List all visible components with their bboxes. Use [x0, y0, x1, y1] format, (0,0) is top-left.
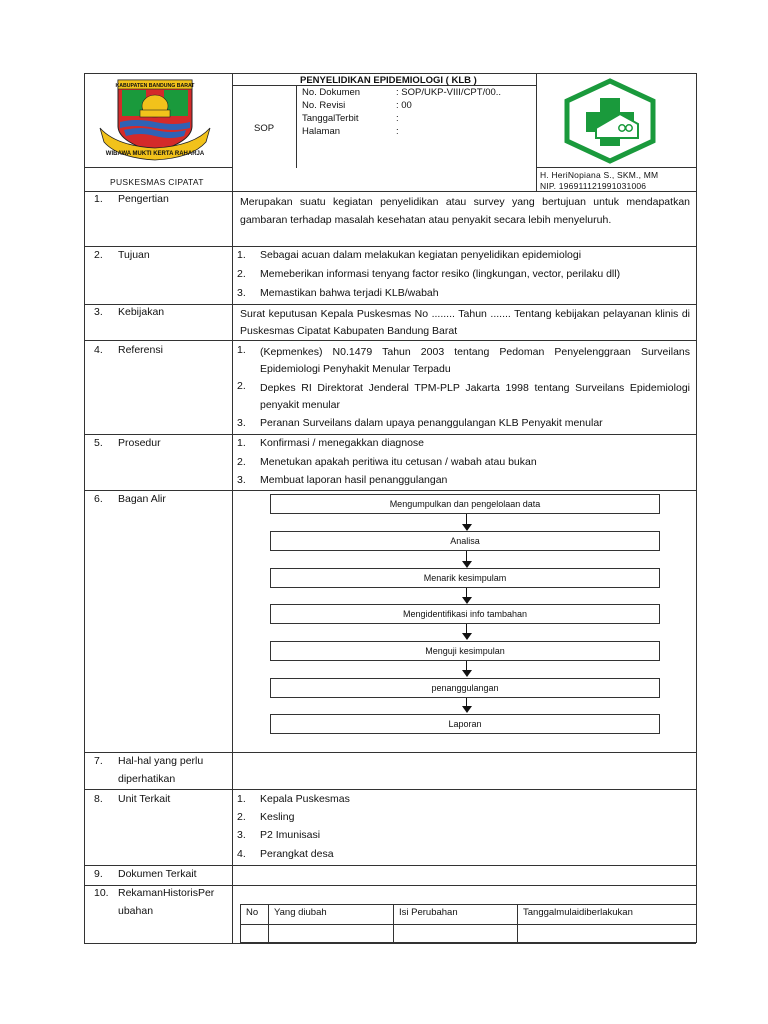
section-label: Referensi — [118, 344, 163, 356]
flow-step: Analisa — [270, 531, 660, 551]
list-item: Membuat laporan hasil penanggulangan — [260, 474, 448, 486]
logo-motto-text: WIBAWA MUKTI KERTA RAHARJA — [105, 151, 205, 157]
meta-label: No. Dokumen — [302, 87, 361, 98]
section-number: 7. — [94, 755, 103, 767]
meta-label: TanggalTerbit — [302, 113, 359, 124]
section-label: Prosedur — [118, 437, 161, 449]
logo-banner-text: KABUPATEN BANDUNG BARAT — [115, 83, 195, 89]
list-item: Peranan Surveilans dalam upaya penanggulangan KLB Penyakit menular — [260, 417, 603, 429]
kabupaten-logo — [96, 76, 214, 164]
section-number: 1. — [94, 193, 103, 205]
section-label: Pengertian — [118, 193, 169, 205]
section-number: 6. — [94, 493, 103, 505]
section-label: Bagan Alir — [118, 493, 166, 505]
section-label: Tujuan — [118, 249, 150, 261]
section-label: Kebijakan — [118, 306, 165, 318]
section-number: 5. — [94, 437, 103, 449]
section-label: Dokumen Terkait — [118, 868, 197, 880]
doc-title: PENYELIDIKAN EPIDEMIOLOGI ( KLB ) — [300, 75, 477, 86]
meta-value: : — [396, 126, 399, 137]
section-number: 3. — [94, 306, 103, 318]
list-item: Kesling — [260, 811, 295, 823]
section-number: 9. — [94, 868, 103, 880]
flow-step: Menguji kesimpulan — [270, 641, 660, 661]
section-label: Hal-hal yang perlu — [118, 755, 204, 767]
section-label: ubahan — [118, 905, 154, 917]
meta-label: No. Revisi — [302, 100, 346, 111]
section-number: 10. — [94, 887, 109, 899]
meta-value: : — [396, 113, 399, 124]
table-header: No — [246, 907, 259, 918]
list-item: Perangkat desa — [260, 848, 334, 860]
list-item: Depkes RI Direktorat Jenderal TPM-PLP Jakarta 1998 tentang Surveilans Epidemiologi penyakit menular — [260, 382, 690, 411]
section-text: Merupakan suatu kegiatan penyelidikan atau survey yang bertujuan untuk mendapatkan gambaran terhadap masalah kesehatan atau penyakit secara lebih menyeluruh. — [240, 196, 690, 226]
meta-label: Halaman — [302, 126, 341, 137]
flow-step: Mengidentifikasi info tambahan — [270, 604, 660, 624]
table-header: Isi Perubahan — [399, 907, 458, 918]
puskesmas-logo — [562, 78, 658, 164]
list-item: Konfirmasi / menegakkan diagnose — [260, 437, 425, 449]
signer-name: H. HeriNopiana S., SKM., MM — [540, 170, 659, 180]
flow-step: Mengumpulkan dan pengelolaan data — [270, 494, 660, 514]
flow-step: Menarik kesimpulam — [270, 568, 660, 588]
signer-nip: NIP. 196911121991031006 — [540, 181, 647, 191]
list-item: Memeberikan informasi tenyang factor resiko (lingkungan, vector, perilaku dll) — [260, 268, 621, 280]
section-number: 8. — [94, 793, 103, 805]
section-label: RekamanHistorisPer — [118, 887, 215, 899]
list-item: Memastikan bahwa terjadi KLB/wabah — [260, 287, 439, 299]
section-number: 4. — [94, 344, 103, 356]
table-header: Tanggalmulaidiberlakukan — [523, 907, 633, 918]
doc-type-label: SOP — [254, 123, 275, 134]
section-label: diperhatikan — [118, 773, 176, 785]
org-name: PUSKESMAS CIPATAT — [110, 177, 204, 187]
meta-value: : 00 — [396, 100, 412, 111]
list-item: Sebagai acuan dalam melakukan kegiatan penyelidikan epidemiologi — [260, 249, 582, 261]
section-text: Surat keputusan Kepala Puskesmas No ........ Tahun ....... Tentang kebijakan pelayanan klinis di Puskesmas Cipatat Kabupaten Bandung Barat — [240, 308, 690, 337]
flow-step: Laporan — [270, 714, 660, 734]
flow-step: penanggulangan — [270, 678, 660, 698]
list-item: (Kepmenkes) N0.1479 Tahun 2003 tentang Pedoman Penyelenggraan Surveilans Epidemiologi Penyhakit Menular Terpadu — [260, 346, 690, 375]
meta-value: : SOP/UKP-VIII/CPT/00.. — [396, 87, 502, 98]
list-item: Menetukan apakah peritiwa itu cetusan / wabah atau bukan — [260, 456, 537, 468]
table-header: Yang diubah — [274, 907, 327, 918]
list-item: P2 Imunisasi — [260, 829, 321, 841]
list-item: Kepala Puskesmas — [260, 793, 350, 805]
section-number: 2. — [94, 249, 103, 261]
section-label: Unit Terkait — [118, 793, 171, 805]
